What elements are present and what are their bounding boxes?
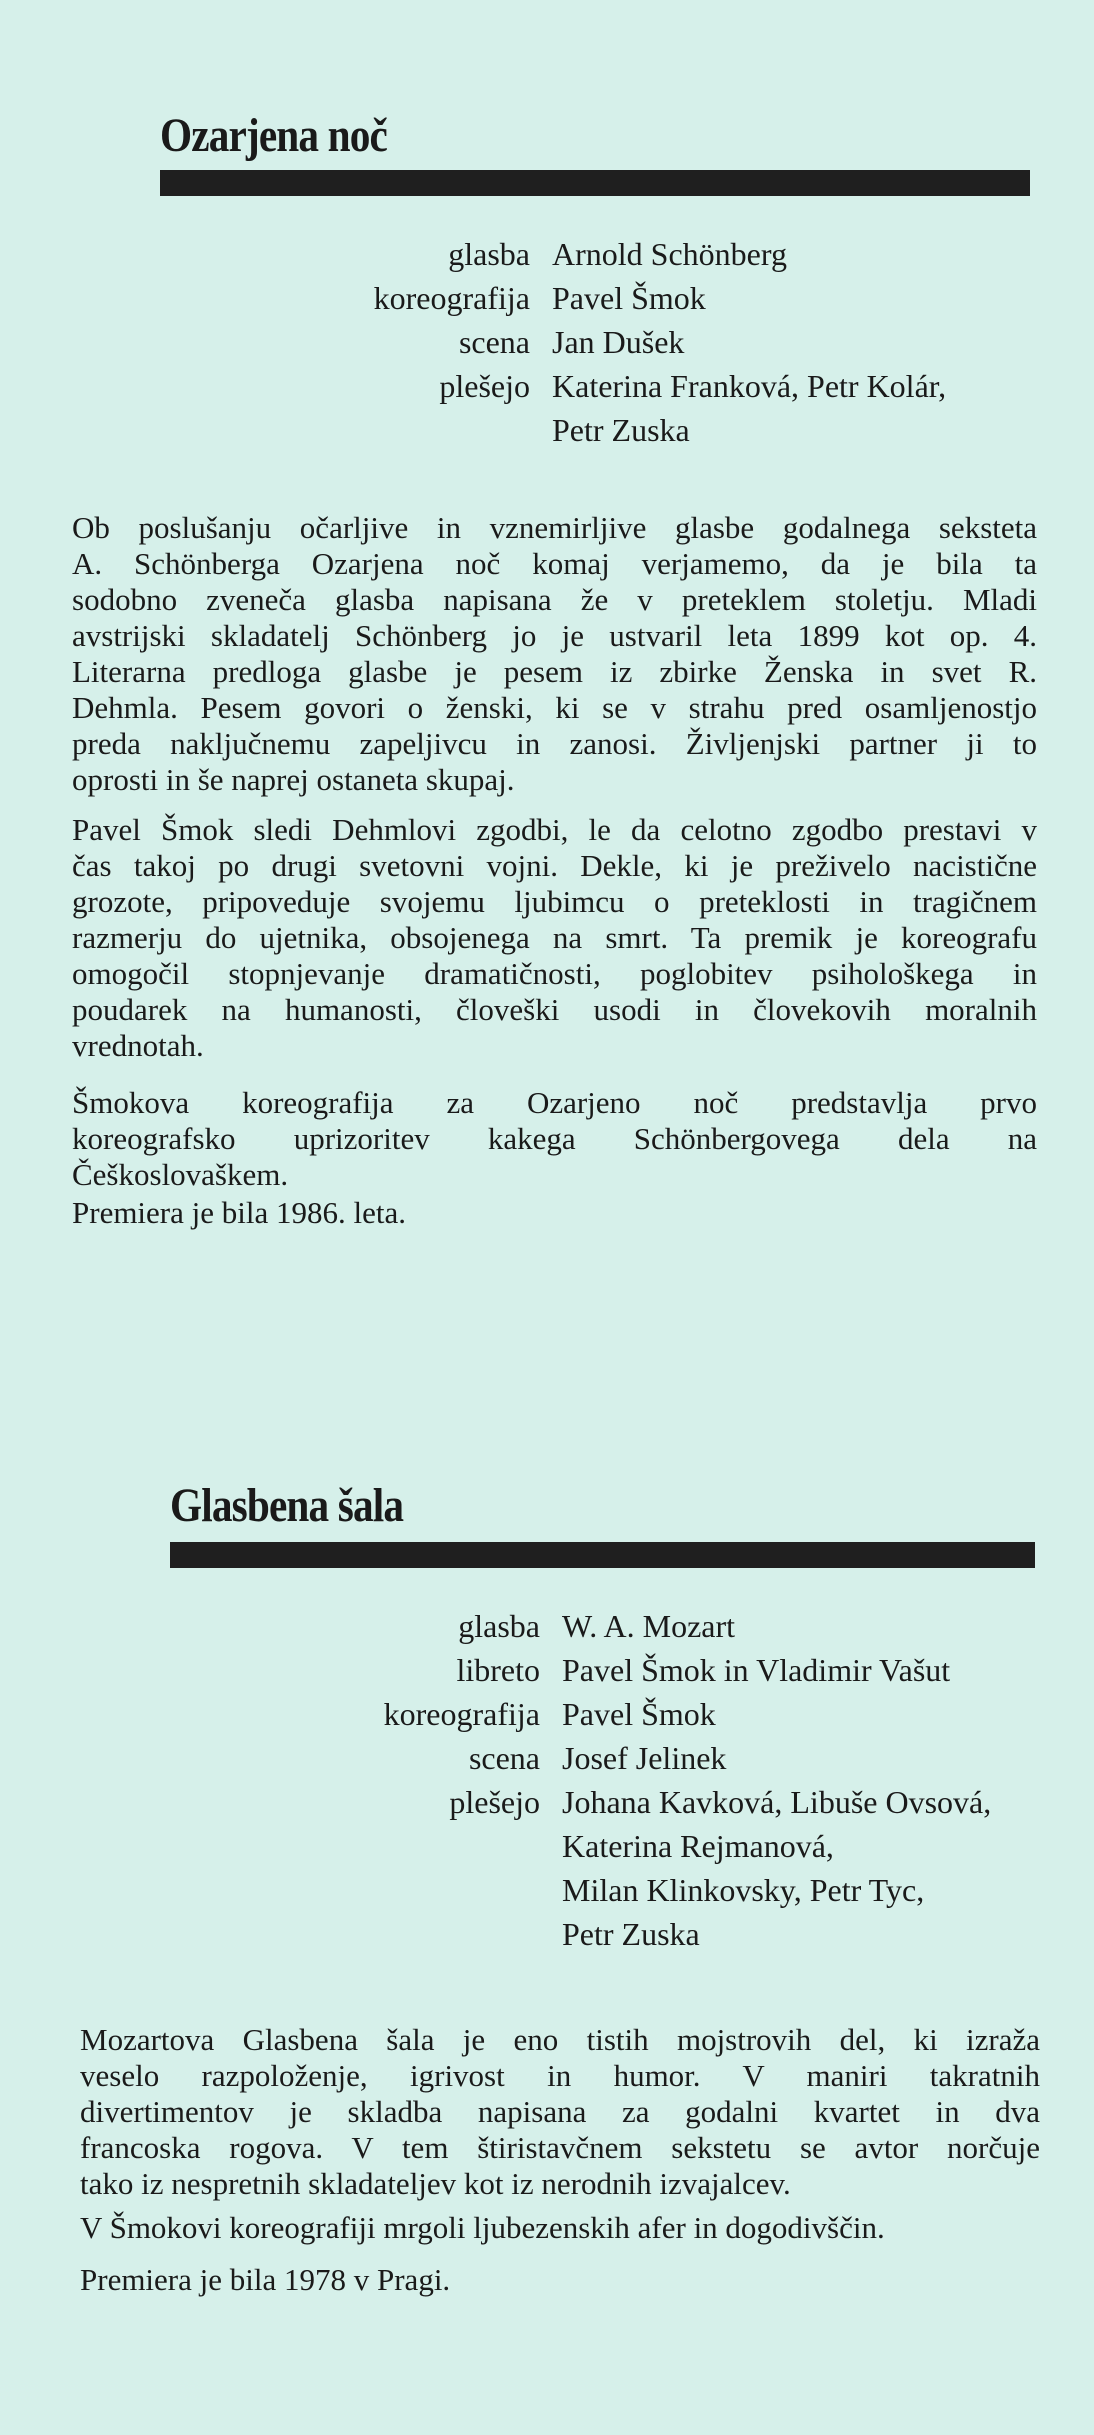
paragraph-line: avstrijski skladatelj Schönberg jo je ustvaril leta 1899 kot op. 4. — [72, 618, 1037, 653]
credit-name: Katerina Rejmanová, — [562, 1828, 834, 1864]
credit-names — [552, 364, 946, 452]
credit-row — [340, 276, 946, 320]
paragraph-line: Šmokova koreografija za Ozarjeno noč predstavlja prvo — [72, 1085, 1037, 1120]
credit-role: libreto — [456, 1652, 540, 1688]
paragraph-line: razmerju do ujetnika, obsojenega na smrt. Ta premik je koreografu — [72, 920, 1037, 955]
credit-name: Pavel Šmok in Vladimir Vašut — [562, 1652, 951, 1688]
paragraph-line: grozote, pripoveduje svojemu ljubimcu o preteklosti in tragičnem — [72, 884, 1037, 919]
credit-names — [562, 1780, 991, 1956]
credit-name: Milan Klinkovsky, Petr Tyc, — [562, 1872, 925, 1908]
credits-list — [340, 232, 946, 452]
paragraph-line: sodobno zveneča glasba napisana že v preteklem stoletju. Mladi — [72, 582, 1037, 617]
paragraph-line: koreografsko uprizoritev kakega Schönbergovega dela na — [72, 1121, 1037, 1156]
paragraph-line: francoska rogova. V tem štiristavčnem sekstetu se avtor norčuje — [80, 2130, 1040, 2165]
credit-names — [562, 1692, 716, 1736]
credit-name: W. A. Mozart — [562, 1608, 736, 1644]
paragraph-line: čas takoj po drugi svetovni vojni. Dekle, ki je preživelo nacistične — [72, 848, 1037, 883]
credit-role: koreografija — [383, 1696, 540, 1732]
credit-name: Jan Dušek — [552, 324, 685, 360]
paragraph — [80, 2210, 1040, 2246]
title-bar — [170, 1542, 1035, 1568]
paragraph-line: divertimentov je skladba napisana za godalni kvartet in dva — [80, 2094, 1040, 2129]
credit-row — [350, 1604, 991, 1648]
credit-row — [340, 320, 946, 364]
paragraph — [72, 1085, 1037, 1193]
credit-row — [350, 1692, 991, 1736]
paragraph-line: omogočil stopnjevanje dramatičnosti, poglobitev psihološkega in — [72, 956, 1037, 991]
credit-row — [340, 232, 946, 276]
credit-name: Petr Zuska — [562, 1916, 700, 1952]
section-title: Glasbena šala — [170, 1479, 404, 1532]
paragraph-line: tako iz nespretnih skladateljev kot iz nerodnih izvajalcev. — [80, 2166, 791, 2201]
credit-names — [552, 320, 684, 364]
credit-names — [552, 232, 787, 276]
paragraph-line: Češkoslovaškem. — [72, 1157, 289, 1192]
paragraph-line: A. Schönberga Ozarjena noč komaj verjamemo, da je bila ta — [72, 546, 1037, 581]
credit-row — [340, 364, 946, 452]
credit-name: Pavel Šmok — [552, 280, 706, 316]
credit-role: scena — [468, 1740, 540, 1776]
paragraph — [72, 812, 1037, 1064]
credit-name: Johana Kavková, Libuše Ovsová, — [562, 1784, 992, 1820]
paragraph-line: Mozartova Glasbena šala je eno tistih mojstrovih del, ki izraža — [80, 2022, 1040, 2057]
credit-names — [562, 1736, 726, 1780]
paragraph-line: Dehmla. Pesem govori o ženski, ki se v strahu pred osamljenostjo — [72, 690, 1037, 725]
credit-names — [562, 1648, 950, 1692]
paragraph — [72, 510, 1037, 798]
paragraph-line: vrednotah. — [72, 1028, 204, 1063]
credit-row — [350, 1648, 991, 1692]
paragraph-line: oprosti in še naprej ostaneta skupaj. — [72, 762, 515, 797]
credits-list — [350, 1604, 991, 1956]
credit-role: plešejo — [439, 368, 530, 404]
credit-name: Pavel Šmok — [562, 1696, 716, 1732]
credit-role: koreografija — [373, 280, 530, 316]
paragraph — [80, 2262, 1040, 2298]
credit-role: plešejo — [449, 1784, 540, 1820]
credit-name: Katerina Franková, Petr Kolár, — [552, 368, 947, 404]
paragraph — [72, 1195, 1037, 1231]
paragraph-line: poudarek na humanosti, človeški usodi in človekovih moralnih — [72, 992, 1037, 1027]
paragraph — [80, 2022, 1040, 2202]
paragraph-line: veselo razpoloženje, igrivost in humor. V maniri takratnih — [80, 2058, 1040, 2093]
paragraph-line: Literarna predloga glasbe je pesem iz zbirke Ženska in svet R. — [72, 654, 1037, 689]
credit-role: glasba — [458, 1608, 540, 1644]
credit-names — [562, 1604, 735, 1648]
credit-name: Josef Jelinek — [562, 1740, 727, 1776]
credit-names — [552, 276, 706, 320]
paragraph-line: Pavel Šmok sledi Dehmlovi zgodbi, le da celotno zgodbo prestavi v — [72, 812, 1037, 847]
paragraph-line: Premiera je bila 1986. leta. — [72, 1195, 406, 1230]
paragraph-line: Ob poslušanju očarljive in vznemirljive glasbe godalnega seksteta — [72, 510, 1037, 545]
credit-role: glasba — [448, 236, 530, 272]
section-title: Ozarjena noč — [160, 109, 387, 162]
paragraph-line: preda naključnemu zapeljivcu in zanosi. Življenjski partner ji to — [72, 726, 1037, 761]
title-bar — [160, 170, 1030, 196]
credit-row — [350, 1736, 991, 1780]
paragraph-line: V Šmokovi koreografiji mrgoli ljubezenskih afer in dogodivščin. — [80, 2210, 885, 2245]
credit-role: scena — [458, 324, 530, 360]
credit-name: Petr Zuska — [552, 412, 690, 448]
paragraph-line: Premiera je bila 1978 v Pragi. — [80, 2262, 451, 2297]
credit-row — [350, 1780, 991, 1956]
credit-name: Arnold Schönberg — [552, 236, 787, 272]
